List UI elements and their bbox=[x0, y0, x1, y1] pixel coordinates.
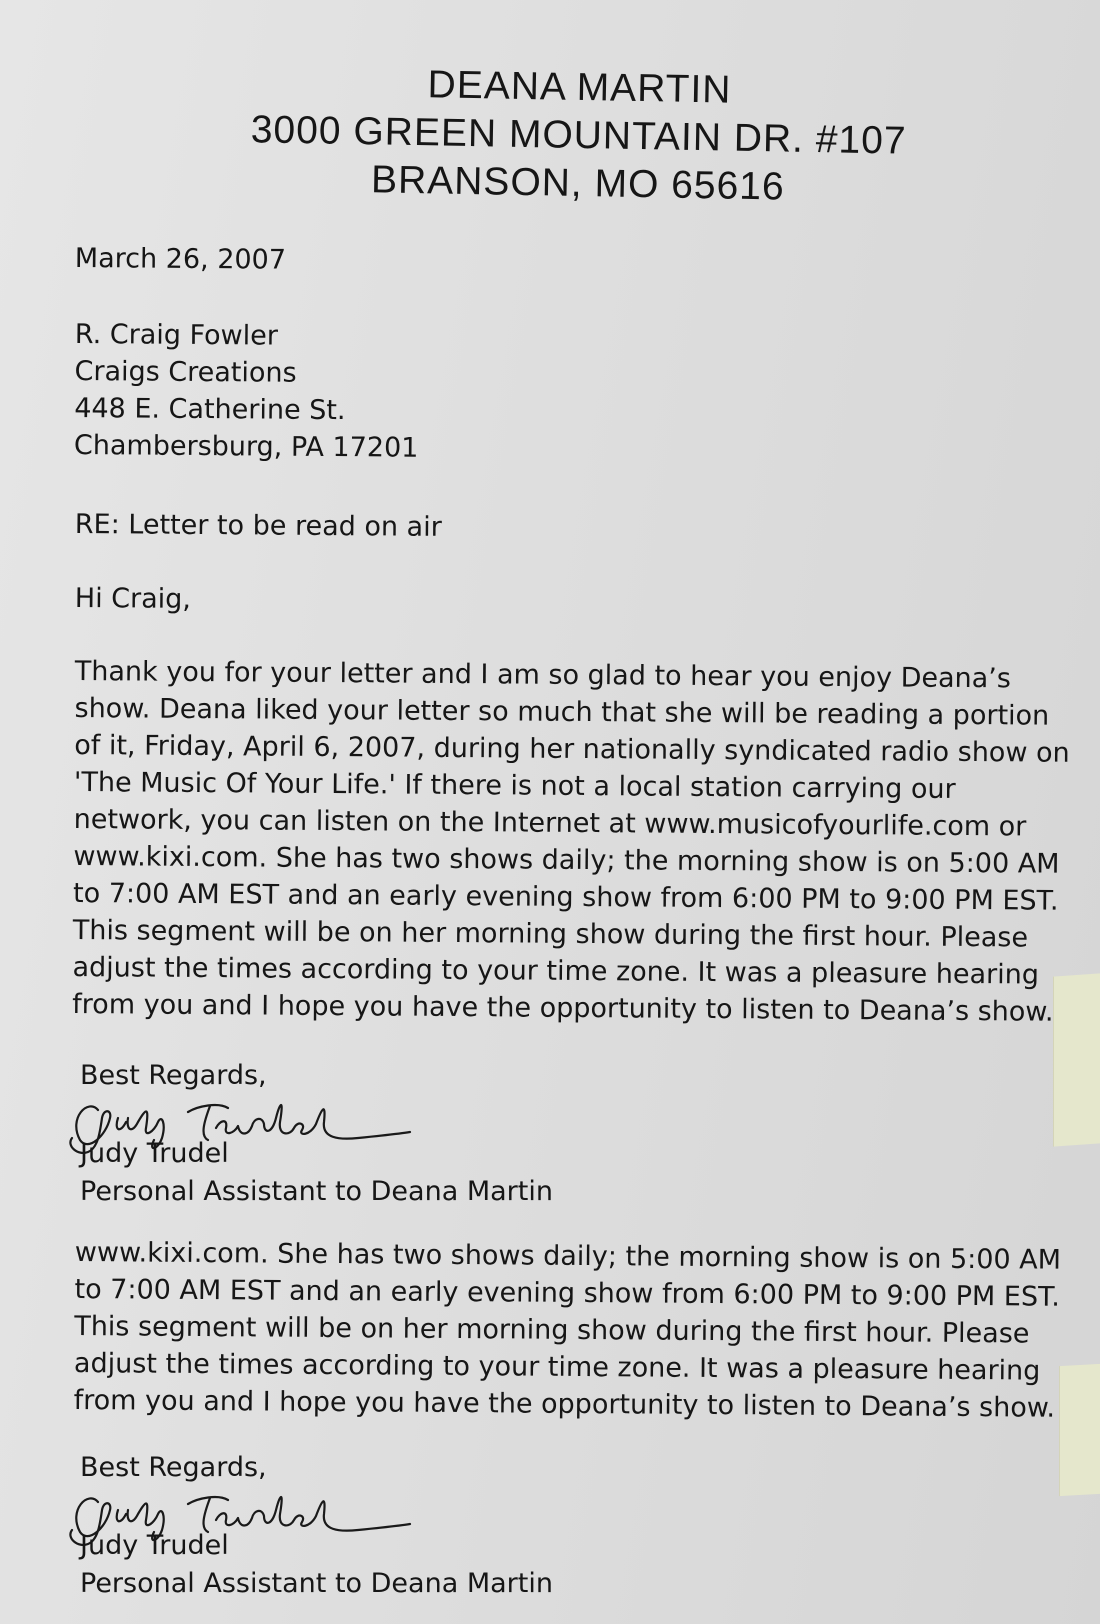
greeting: Hi Craig, bbox=[74, 582, 192, 615]
letter-date: March 26, 2007 bbox=[74, 242, 287, 276]
tape-strip bbox=[1059, 1364, 1100, 1496]
recipient-address bbox=[74, 316, 420, 467]
closing: Best Regards, bbox=[80, 1452, 267, 1483]
signer-title: Personal Assistant to Deana Martin bbox=[80, 1176, 553, 1207]
body-line: of it, Friday, April 6, 2007, during her nationally syndicated radio show on bbox=[74, 729, 1070, 769]
recipient-name: R. Craig Fowler bbox=[74, 318, 279, 352]
letter-body-repeated bbox=[74, 1234, 1062, 1427]
body-line: This segment will be on her morning show during the first hour. Please bbox=[74, 1310, 1030, 1350]
signature-block bbox=[80, 1060, 600, 1230]
signer-name: Judy Trudel bbox=[80, 1530, 229, 1561]
body-line: adjust the times according to your time zone. It was a pleasure hearing bbox=[72, 951, 1040, 991]
recipient-city: Chambersburg, PA 17201 bbox=[73, 429, 419, 464]
letterhead-street: 3000 GREEN MOUNTAIN DR. #107 bbox=[250, 108, 907, 163]
body-line: www.kixi.com. She has two shows daily; the morning show is on 5:00 AM bbox=[73, 840, 1060, 880]
signer-name: Judy Trudel bbox=[80, 1138, 229, 1169]
closing: Best Regards, bbox=[80, 1060, 267, 1091]
signer-title: Personal Assistant to Deana Martin bbox=[80, 1568, 553, 1599]
body-line: 'The Music Of Your Life.' If there is not a local station carrying our bbox=[73, 766, 956, 805]
body-line: to 7:00 AM EST and an early evening show from 6:00 PM to 9:00 PM EST. bbox=[74, 1273, 1061, 1313]
recipient-street: 448 E. Catherine St. bbox=[74, 392, 346, 427]
signature-block-repeated bbox=[80, 1452, 600, 1622]
letterhead bbox=[237, 58, 919, 214]
recipient-company: Craigs Creations bbox=[74, 355, 297, 389]
body-line: from you and I hope you have the opportunity to listen to Deana’s show. bbox=[72, 988, 1054, 1028]
body-line: www.kixi.com. She has two shows daily; the morning show is on 5:00 AM bbox=[74, 1236, 1062, 1276]
body-line: to 7:00 AM EST and an early evening show from 6:00 PM to 9:00 PM EST. bbox=[72, 877, 1059, 917]
letterhead-name: DEANA MARTIN bbox=[427, 63, 732, 112]
subject-line: RE: Letter to be read on air bbox=[74, 508, 442, 543]
body-line: adjust the times according to your time zone. It was a pleasure hearing bbox=[73, 1347, 1041, 1387]
body-line: This segment will be on her morning show during the first hour. Please bbox=[72, 914, 1029, 954]
letterhead-city: BRANSON, MO 65616 bbox=[370, 158, 786, 209]
body-line: from you and I hope you have the opportunity to listen to Deana’s show. bbox=[73, 1384, 1056, 1424]
body-line: network, you can listen on the Internet at www.musicofyourlife.com or bbox=[73, 803, 1027, 843]
body-line: Thank you for your letter and I am so glad to hear you enjoy Deana’s bbox=[74, 655, 1012, 695]
body-line: show. Deana liked your letter so much that she will be reading a portion bbox=[74, 692, 1050, 732]
letter-body bbox=[72, 653, 1070, 1031]
